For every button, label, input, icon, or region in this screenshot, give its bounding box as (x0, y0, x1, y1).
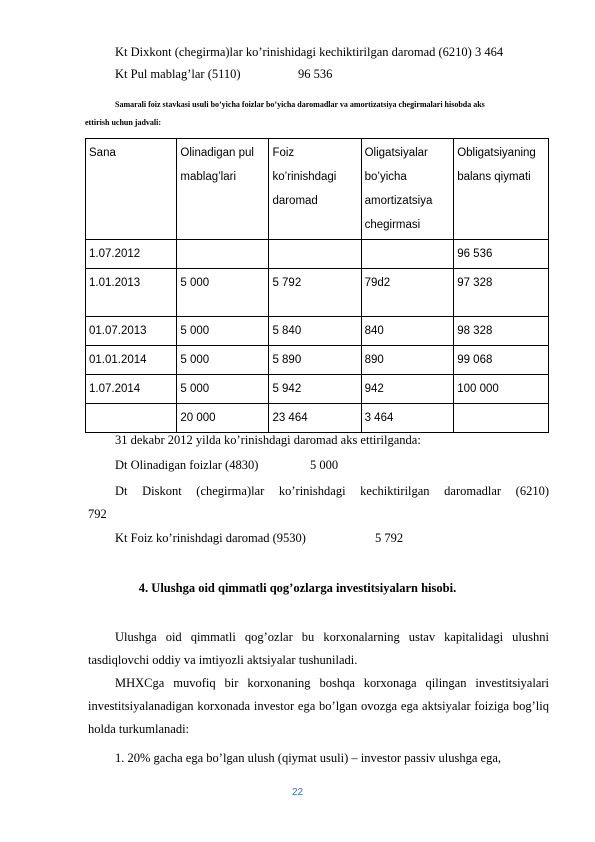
table-caption-line-1: Samarali foiz stavkasi usuli bo’yicha foizlar bo’yicha daromadlar va amortizatsiya chegirmalari hisobda aks (115, 100, 485, 109)
table-row (86, 375, 549, 404)
cell (86, 404, 177, 433)
kt-pul-label: Kt Pul mablag’lar (5110) (115, 67, 241, 81)
header-sana: Sana (86, 139, 177, 240)
cell: 5 942 (269, 375, 361, 404)
table-header-row (86, 139, 549, 240)
header-amortizatsiya: Oligatsiyalar bo’yicha amortizatsiya chegirmasi (361, 139, 454, 240)
table-row (86, 346, 549, 375)
cell: 01.07.2013 (86, 317, 177, 346)
kt-foiz-value: 5 792 (375, 531, 404, 545)
table-caption-line-2: ettirish uchun jadvali: (85, 118, 162, 127)
cell: 100 000 (454, 375, 549, 404)
kt-pul-value: 96 536 (298, 67, 333, 81)
cell (454, 404, 549, 433)
line-dt-diskont: Dt Diskont (chegirma)lar ko’rinishdagi kechiktirilgan daromadlar (6210) (115, 484, 549, 498)
cell: 1.07.2012 (86, 240, 177, 269)
cell: 5 000 (177, 317, 269, 346)
cell: 5 000 (177, 375, 269, 404)
cell: 97 328 (454, 269, 549, 317)
dt-olinadigan-value: 5 000 (310, 458, 339, 472)
table-row (86, 317, 549, 346)
paragraph-2: MHXCga muvofiq bir korxonaning boshqa korxonaga qilingan investitsiyalari investitsiyalanadigan korxonada investor ega bo’lgan ovozga ega aktsiyalar foiziga bog’liq holda turkumlanadi: (88, 676, 549, 736)
cell (177, 240, 269, 269)
cell: 23 464 (269, 404, 361, 433)
line-31-dekabr: 31 dekabr 2012 yilda ko’rinishdagi daromad aks ettirilganda: (115, 433, 421, 447)
cell: 3 464 (361, 404, 454, 433)
cell (269, 240, 361, 269)
line-dt-diskont-amount: 792 (88, 507, 107, 521)
line-kt-foiz (115, 531, 404, 545)
cell: 1.07.2014 (86, 375, 177, 404)
cell: 942 (361, 375, 454, 404)
cell: 840 (361, 317, 454, 346)
line-kt-diskont: Kt Dixkont (chegirma)lar ko’rinishidagi kechiktirilgan daromad (6210) 3 464 (115, 45, 504, 59)
cell: 99 068 (454, 346, 549, 375)
line-dt-olinadigan (115, 458, 339, 472)
section-heading: 4. Ulushga oid qimmatli qog’ozlarga investitsiyalarn hisobi. (138, 581, 457, 595)
header-olinadigan: Olinadigan pul mablag’lari (177, 139, 269, 240)
cell: 5 000 (177, 269, 269, 317)
cell: 20 000 (177, 404, 269, 433)
header-foiz: Foiz ko’rinishdagi daromad (269, 139, 361, 240)
header-balans: Obligatsiyaning balans qiymati (454, 139, 549, 240)
cell: 5 000 (177, 346, 269, 375)
cell: 890 (361, 346, 454, 375)
table-row (86, 240, 549, 269)
cell: 98 328 (454, 317, 549, 346)
cell: 5 890 (269, 346, 361, 375)
dt-olinadigan-label: Dt Olinadigan foizlar (4830) (115, 458, 259, 472)
cell (361, 240, 454, 269)
kt-foiz-label: Kt Foiz ko’rinishdagi daromad (9530) (115, 531, 306, 545)
cell: 1.01.2013 (86, 269, 177, 317)
cell: 5 792 (269, 269, 361, 317)
paragraph-3: 1. 20% gacha ega bo’lgan ulush (qiymat usuli) – investor passiv ulushga ega, (115, 751, 502, 765)
paragraph-1: Ulushga oid qimmatli qog’ozlar bu korxonalarning ustav kapitalidagi ulushni tasdiqlovchi oddiy va imtiyozli aktsiyalar tushuniladi. (88, 630, 549, 667)
table-total-row (86, 404, 549, 433)
page-number: 22 (291, 787, 304, 798)
table-row (86, 269, 549, 317)
line-kt-pul (115, 67, 333, 81)
cell: 96 536 (454, 240, 549, 269)
cell: 79d2 (361, 269, 454, 317)
cell: 5 840 (269, 317, 361, 346)
cell: 01.01.2014 (86, 346, 177, 375)
amortization-table (85, 138, 549, 433)
